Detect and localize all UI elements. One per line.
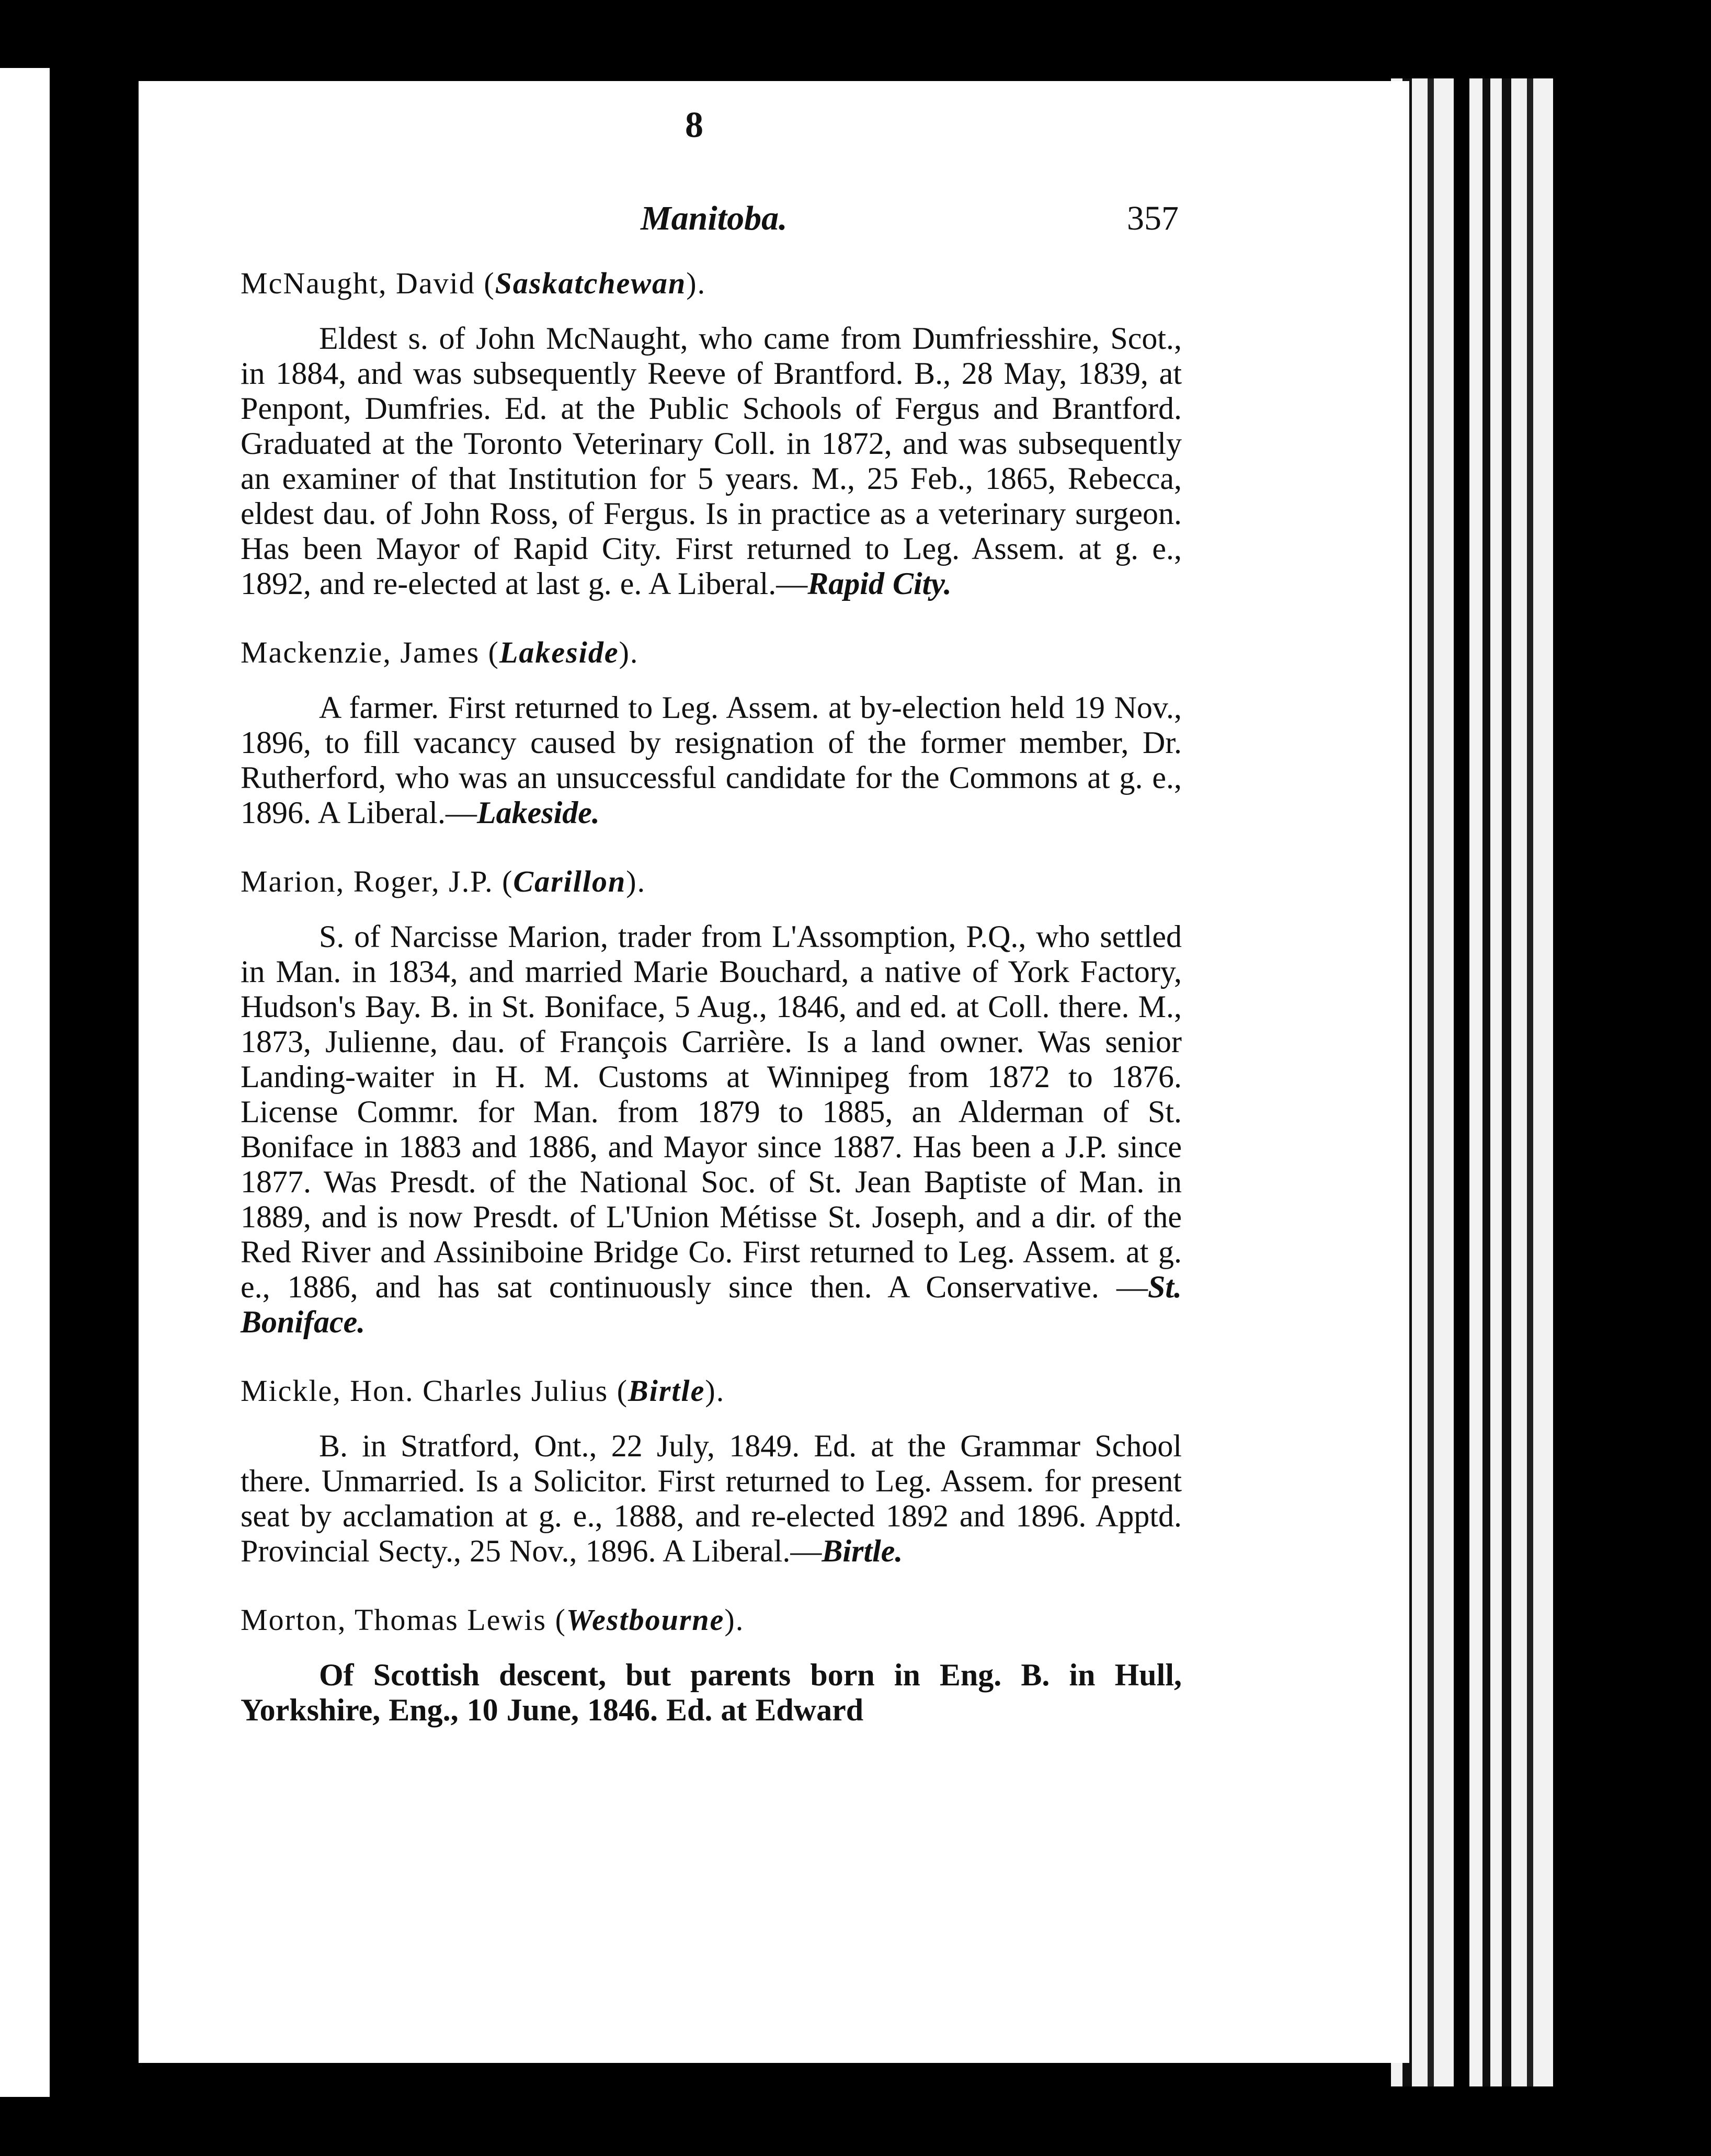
entry-body [241,1429,1182,1569]
entry-body [241,321,1182,601]
entry-name: Marion, Roger, J.P. [241,864,494,898]
book-page-edges [1391,78,1569,2086]
signature-mark: 8 [685,105,703,145]
entry-text: B. in Stratford, Ont., 22 July, 1849. Ed. at the Grammar School there. Unmarried. Is a Solicitor. First returned to Leg. Assem. for present seat by acclamation at g. e., 1888, and re-elected 1892 and 1896. Apptd. Provincial Secty., 25 Nov., 1896. A Liberal.— [241,1429,1182,1568]
entry-mickle [241,1369,1182,1569]
entry-name: McNaught, David [241,266,475,300]
entry-morton [241,1598,1182,1728]
entry-residence: St. Boniface. [241,1270,1182,1339]
entry-text: Of Scottish descent, but parents born in Eng. B. in Hull, Yorkshire, Eng., 10 June, 1846. Ed. at Edward [241,1658,1182,1727]
entry-body [241,690,1182,830]
entry-body [241,919,1182,1340]
adjacent-page-edge [0,68,50,2097]
entry-constituency: Saskatchewan [495,266,687,300]
entry-heading: Mickle, Hon. Charles Julius (Birtle). [241,1374,725,1408]
entry-marion [241,860,1182,1340]
book-page [139,81,1409,2063]
entry-heading: Marion, Roger, J.P. (Carillon). [241,864,646,898]
page-number: 357 [1127,199,1179,237]
entry-name: Mickle, Hon. Charles Julius [241,1374,609,1408]
entry-text: A farmer. First returned to Leg. Assem. at by-election held 19 Nov., 1896, to fill vacancy caused by resignation of the former member, Dr. Rutherford, who was an unsuccessful candidate for the Commons at g. e., 1896. A Liberal.— [241,690,1182,830]
running-title: Manitoba. [641,199,788,237]
entry-text: S. of Narcisse Marion, trader from L'Assomption, P.Q., who settled in Man. in 1834, and married Marie Bouchard, a native of York Factory, Hudson's Bay. B. in St. Boniface, 5 Aug., 1846, and ed. at Coll. there. M., 1873, Julienne, dau. of François Carrière. Is a land owner. Was senior Landing-waiter in H. M. Customs at Winnipeg from 1872 to 1876. License Commr. for Man. from 1879 to 1885, an Alderman of St. Boniface in 1883 and 1886, and Mayor since 1887. Has been a J.P. since 1877. Was Presdt. of the National Soc. of St. Jean Baptiste of Man. in 1889, and is now Presdt. of L'Union Métisse St. Joseph, and a dir. of the Red River and Assiniboine Bridge Co. First returned to Leg. Assem. at g. e., 1886, and has sat continuously since then. A Conservative. — [241,919,1182,1304]
entry-heading: Mackenzie, James (Lakeside). [241,635,639,669]
entry-constituency: Lakeside [499,635,619,669]
page-content [241,261,1182,1757]
entry-body [241,1658,1182,1728]
entry-name: Morton, Thomas Lewis [241,1603,547,1637]
entry-mcnaught [241,261,1182,601]
entry-text: Eldest s. of John McNaught, who came from Dumfriesshire, Scot., in 1884, and was subsequently Reeve of Brantford. B., 28 May, 1839, at Penpont, Dumfries. Ed. at the Public Schools of Fergus and Brantford. Graduated at the Toronto Veterinary Coll. in 1872, and was subsequently an examiner of that Institution for 5 years. M., 25 Feb., 1865, Rebecca, eldest dau. of John Ross, of Fergus. Is in practice as a veterinary surgeon. Has been Mayor of Rapid City. First returned to Leg. Assem. at g. e., 1892, and re-elected at last g. e. A Liberal.— [241,321,1182,601]
entry-constituency: Westbourne [566,1603,725,1637]
entry-residence: Birtle. [822,1534,903,1568]
entry-constituency: Carillon [513,864,626,898]
entry-heading: McNaught, David (Saskatchewan). [241,266,706,300]
entry-constituency: Birtle [628,1374,705,1408]
entry-residence: Rapid City. [807,566,952,601]
entry-residence: Lakeside. [476,795,600,830]
entry-name: Mackenzie, James [241,635,480,669]
entry-mackenzie [241,631,1182,830]
entry-heading: Morton, Thomas Lewis (Westbourne). [241,1603,745,1637]
